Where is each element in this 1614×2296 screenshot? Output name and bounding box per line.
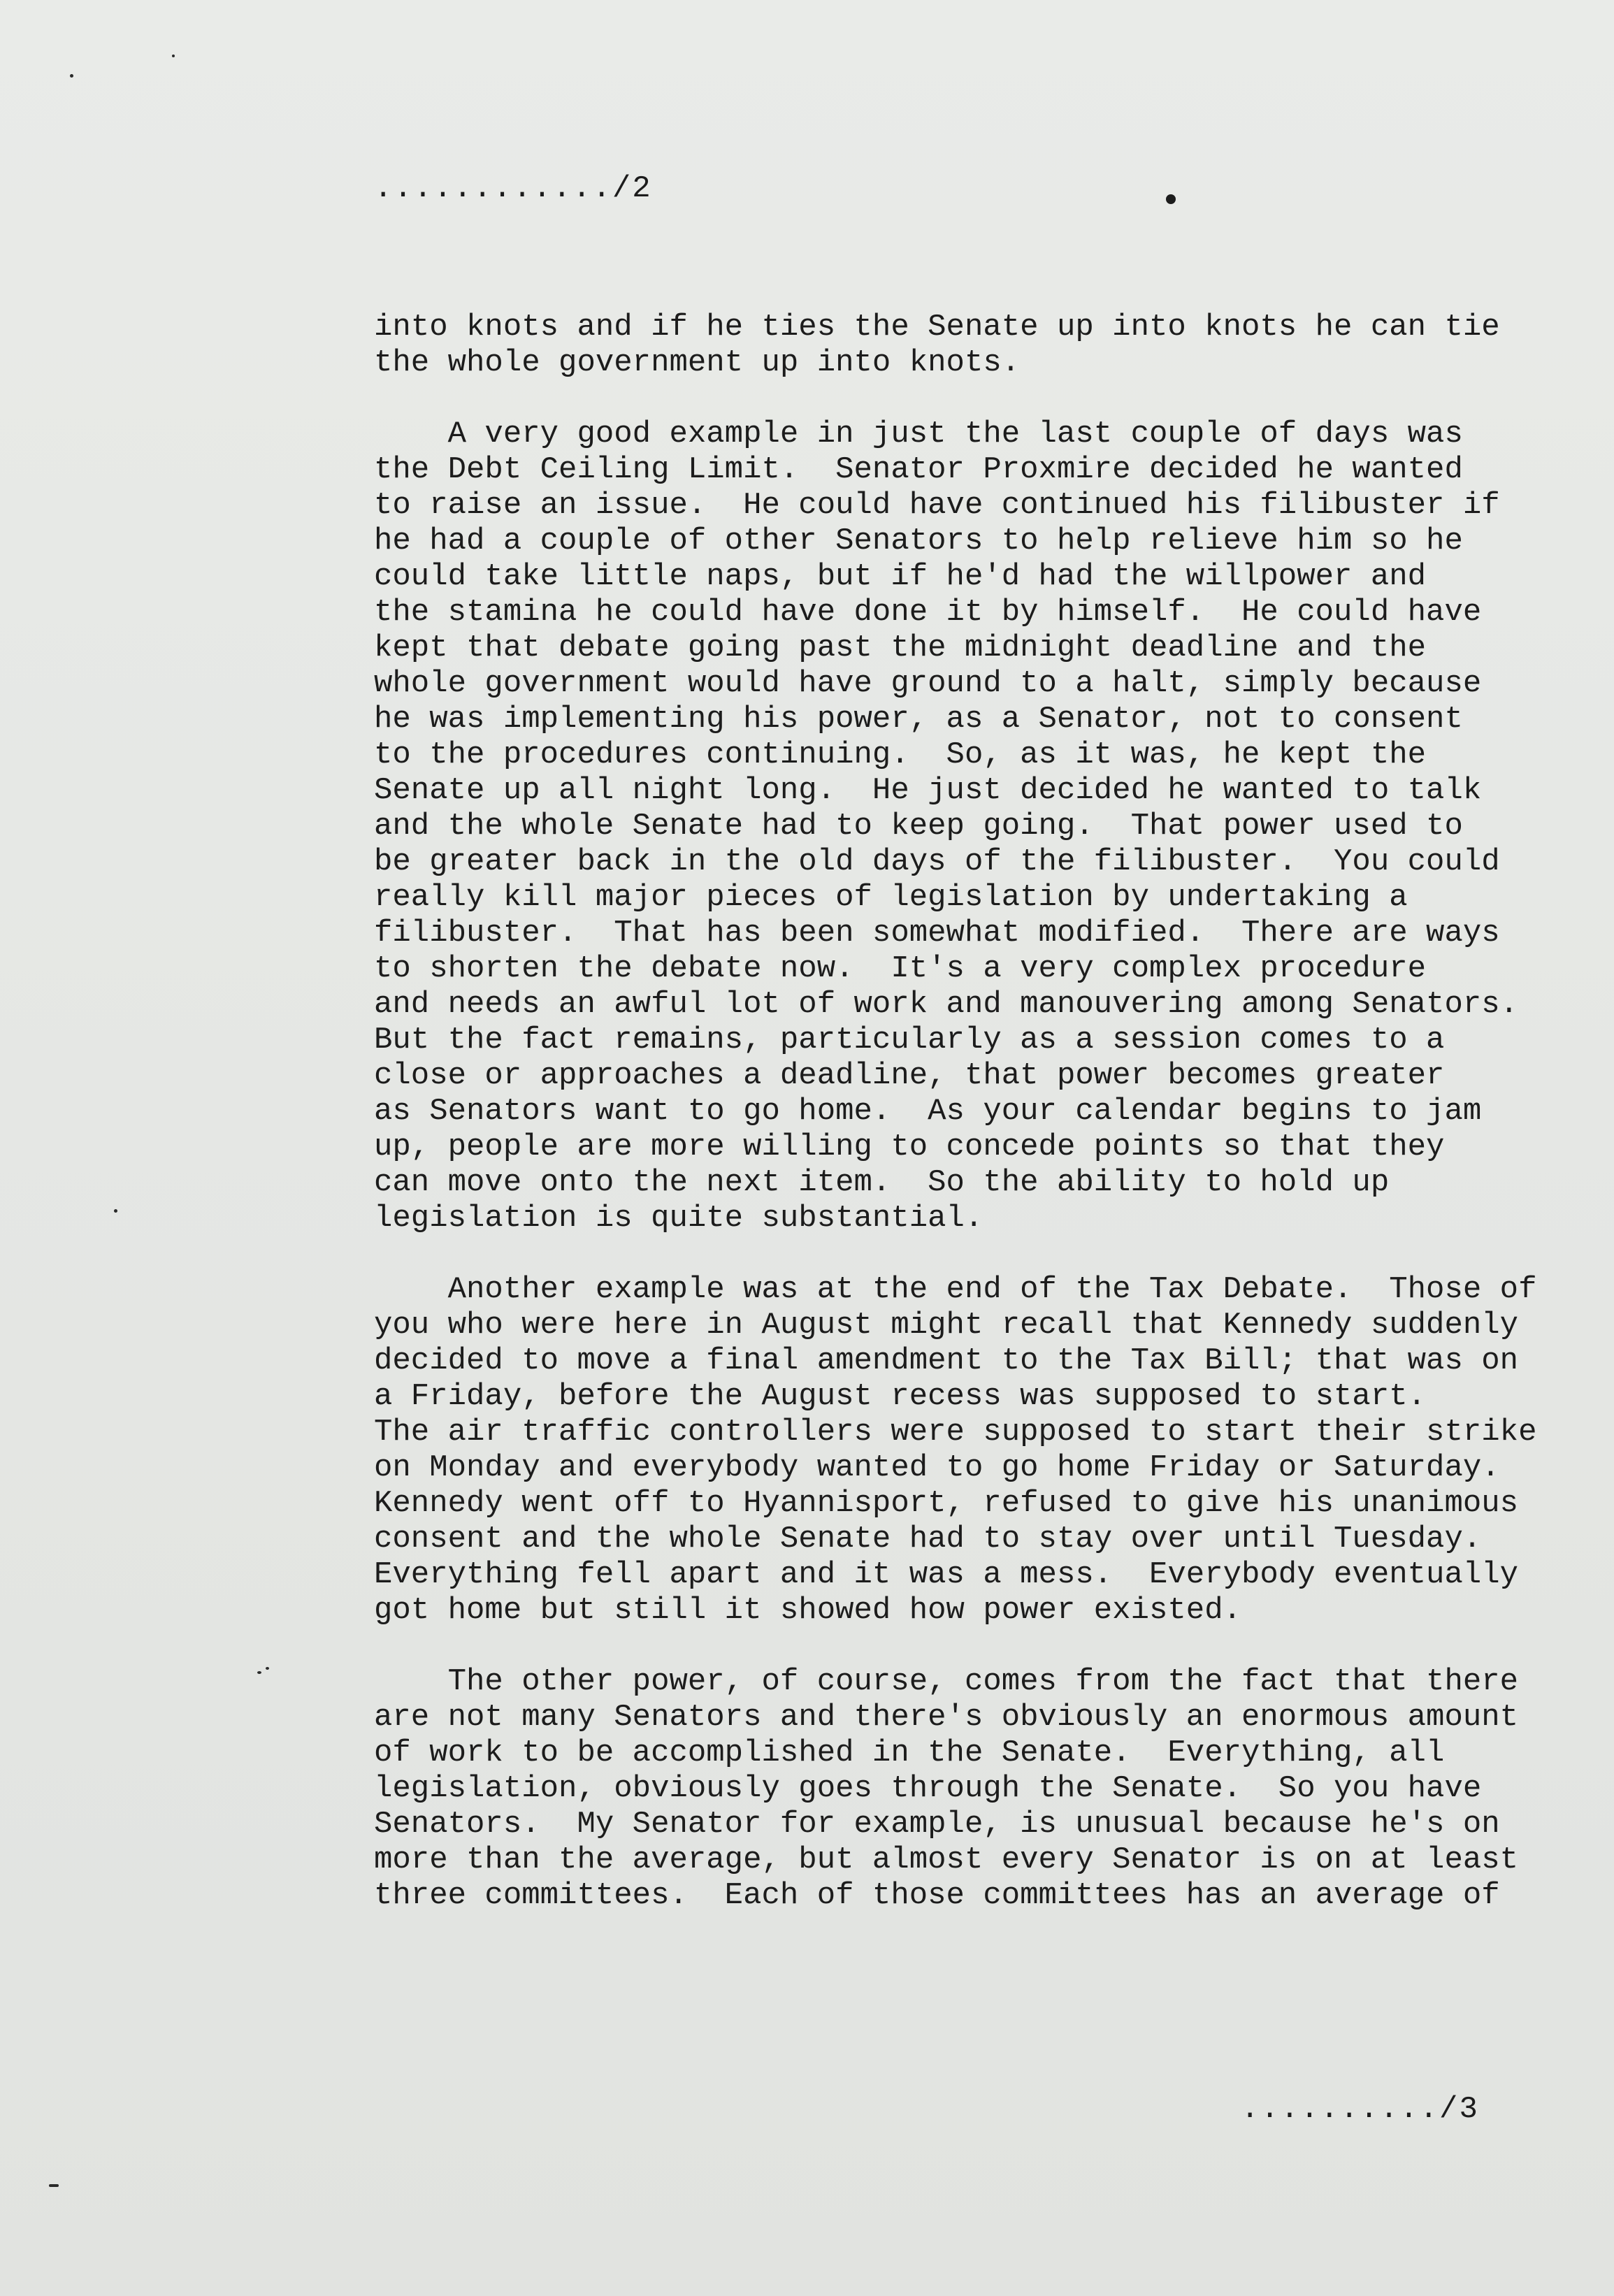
text-line: consent and the whole Senate had to stay over until Tuesday.: [374, 1522, 1482, 1557]
text-line: on Monday and everybody wanted to go home Friday or Saturday.: [374, 1450, 1500, 1485]
text-line: decided to move a final amendment to the Tax Bill; that was on: [374, 1343, 1519, 1378]
scan-speck: [49, 2184, 59, 2187]
text-line: legislation, obviously goes through the Senate. So you have: [374, 1771, 1482, 1806]
page-continuation-footer: ........../3: [1241, 2092, 1479, 2127]
text-line: to shorten the debate now. It's a very complex procedure: [374, 951, 1427, 986]
ink-dot: [1166, 194, 1176, 204]
text-line: into knots and if he ties the Senate up into knots he can tie: [374, 310, 1500, 345]
text-line: to the procedures continuing. So, as it was, he kept the: [374, 737, 1427, 772]
text-line: and needs an awful lot of work and manouvering among Senators.: [374, 987, 1519, 1022]
paragraph-2: [374, 417, 1520, 1236]
text-line: a Friday, before the August recess was supposed to start.: [374, 1379, 1427, 1414]
scan-speck: [114, 1209, 117, 1213]
text-line: legislation is quite substantial.: [374, 1201, 983, 1236]
scan-speck: [172, 55, 175, 57]
text-line: to raise an issue. He could have continued his filibuster if: [374, 488, 1500, 523]
text-line: three committees. Each of those committees has an average of: [374, 1878, 1500, 1913]
text-line: Everything fell apart and it was a mess. Everybody eventually: [374, 1557, 1519, 1592]
text-line: could take little naps, but if he'd had the willpower and: [374, 559, 1427, 594]
text-line: really kill major pieces of legislation by undertaking a: [374, 880, 1408, 915]
text-line: But the fact remains, particularly as a session comes to a: [374, 1023, 1445, 1057]
text-line: the Debt Ceiling Limit. Senator Proxmire decided he wanted: [374, 452, 1463, 487]
text-line: close or approaches a deadline, that power becomes greater: [374, 1058, 1445, 1093]
text-line: he had a couple of other Senators to help relieve him so he: [374, 524, 1463, 558]
paragraph-4: [374, 1664, 1520, 1914]
text-line: the whole government up into knots.: [374, 345, 1021, 380]
text-line: as Senators want to go home. As your calendar begins to jam: [374, 1094, 1482, 1129]
text-line: of work to be accomplished in the Senate. Everything, all: [374, 1735, 1445, 1770]
document-body: [374, 310, 1537, 1949]
text-line: he was implementing his power, as a Senator, not to consent: [374, 702, 1463, 737]
text-line: whole government would have ground to a halt, simply because: [374, 666, 1482, 701]
text-line: A very good example in just the last couple of days was: [374, 417, 1463, 452]
text-line: kept that debate going past the midnight deadline and the: [374, 630, 1427, 665]
scan-speck: [257, 1671, 261, 1674]
text-line: The other power, of course, comes from the fact that there: [374, 1664, 1519, 1699]
text-line: be greater back in the old days of the filibuster. You could: [374, 844, 1500, 879]
text-line: Kennedy went off to Hyannisport, refused to give his unanimous: [374, 1486, 1519, 1521]
text-line: and the whole Senate had to keep going. That power used to: [374, 809, 1463, 844]
text-line: The air traffic controllers were supposed to start their strike: [374, 1415, 1537, 1450]
paragraph-3: [374, 1272, 1537, 1629]
text-line: the stamina he could have done it by himself. He could have: [374, 595, 1482, 630]
text-line: filibuster. That has been somewhat modified. There are ways: [374, 916, 1500, 951]
text-line: can move onto the next item. So the ability to hold up: [374, 1165, 1390, 1200]
paragraph-1: [374, 310, 1520, 381]
text-line: you who were here in August might recall that Kennedy suddenly: [374, 1308, 1519, 1343]
scan-speck: [266, 1667, 269, 1670]
text-line: Senators. My Senator for example, is unusual because he's on: [374, 1807, 1500, 1842]
scan-speck: [70, 74, 73, 78]
text-line: up, people are more willing to concede points so that they: [374, 1129, 1445, 1164]
text-line: Another example was at the end of the Tax Debate. Those of: [374, 1272, 1537, 1307]
text-line: got home but still it showed how power existed.: [374, 1593, 1242, 1628]
text-line: Senate up all night long. He just decided he wanted to talk: [374, 773, 1482, 808]
text-line: more than the average, but almost every Senator is on at least: [374, 1842, 1519, 1877]
page-continuation-header: ............/2: [374, 171, 652, 206]
text-line: are not many Senators and there's obviously an enormous amount: [374, 1700, 1519, 1735]
